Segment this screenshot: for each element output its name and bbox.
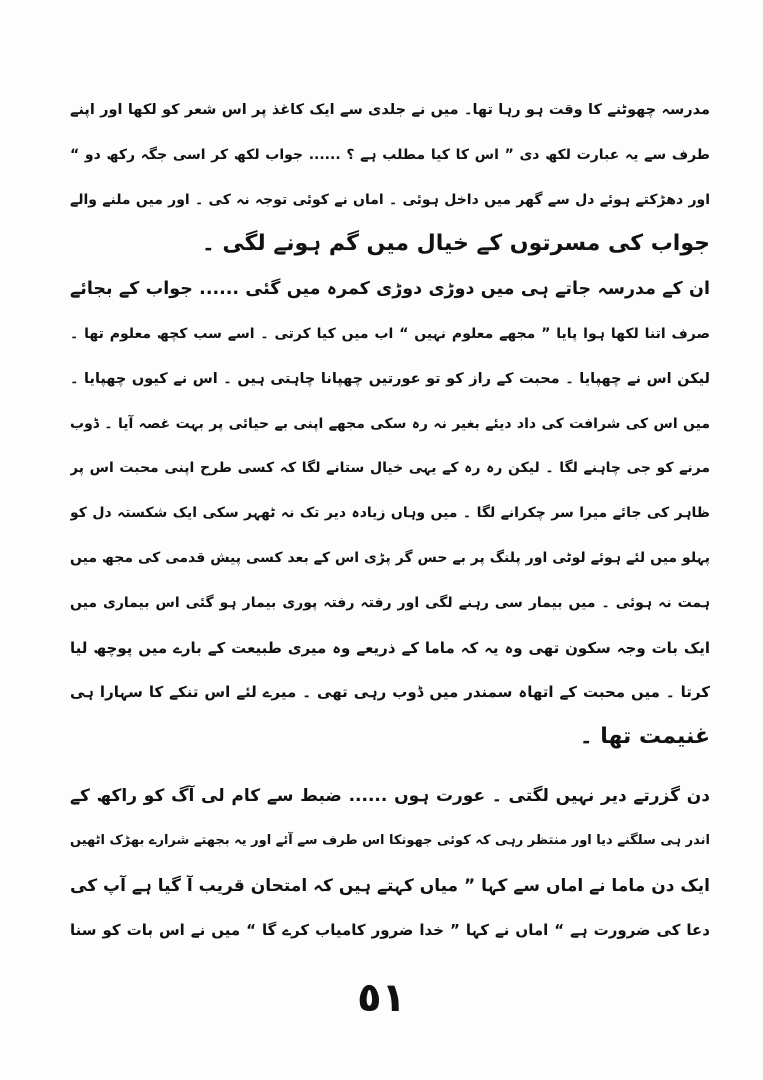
- text-line: ظاہر کی جائے میرا سر چکرانے لگا ۔ میں وہاں زیادہ دیر تک نہ ٹھہر سکی ایک شکستہ دل کو: [70, 505, 710, 522]
- text-line: لیکن اس نے چھپایا ۔ محبت کے راز کو تو عورتیں چھپانا چاہتی ہیں ۔ اس نے کیوں چھپایا ۔: [70, 370, 710, 387]
- text-line: کرتا ۔ میں محبت کے اتھاہ سمندر میں ڈوب رہی تھی ۔ میرے لئے اس تنکے کا سہارا ہی: [70, 683, 710, 702]
- paragraph-gap: [70, 760, 710, 774]
- text-line: مدرسہ چھوٹنے کا وقت ہو رہا تھا۔ میں نے جلدی سے ایک کاغذ پر اس شعر کو لکھا اور اپنے: [70, 102, 710, 118]
- text-line: دعا کی ضرورت ہے “ اماں نے کہا ” خدا ضرور کامیاب کرے گا “ میں نے اس بات کو سنا: [70, 921, 710, 940]
- text-line: مرنے کو جی چاہنے لگا ۔ لیکن رہ رہ کے یہی خیال ستانے لگا کہ کسی طرح اپنی محبت اس پر: [70, 460, 710, 477]
- text-line: غنیمت تھا ۔: [579, 724, 710, 750]
- text-line: طرف سے یہ عبارت لکھ دی ” اس کا کیا مطلب ہے ؟ ...... جواب لکھ کر اسی جگہ رکھ دو “: [70, 146, 710, 163]
- text-line: میں اس کی شرافت کی داد دیئے بغیر نہ رہ سکی مجھے اپنی بے حیائی پر بہت غصہ آیا ۔ ڈوب: [70, 415, 710, 432]
- text-line: جواب کی مسرتوں کے خیال میں گم ہونے لگی ۔: [201, 231, 710, 257]
- text-line: ایک دن ماما نے اماں سے کہا ” میاں کہتے ہیں کہ امتحان قریب آ گیا ہے آپ کی: [70, 875, 710, 896]
- text-line: ایک بات وجہ سکون تھی وہ یہ کہ ماما کے ذریعے وہ میری طبیعت کے بارے میں پوچھ لیا: [70, 638, 710, 657]
- text-line: اور دھڑکتے ہوئے دل سے گھر میں داخل ہوئی ۔ اماں نے کوئی توجہ نہ کی ۔ اور میں ملنے والے: [70, 191, 710, 208]
- text-line: اندر ہی سلگنے دیا اور منتظر رہی کہ کوئی جھونکا اس طرف سے آئے اور یہ بجھتے شرارے بھڑک اٹھیں: [70, 832, 710, 848]
- text-line: پہلو میں لئے ہوئے لوٹی اور پلنگ پر بے حس گر پڑی اس کے بعد کسی پیش قدمی کی مجھ میں: [70, 549, 710, 566]
- page-number: ٥١: [357, 975, 406, 1021]
- text-line: ہمت نہ ہوئی ۔ میں بیمار سی رہنے لگی اور رفتہ رفتہ پوری بیمار ہو گئی اس بیماری میں: [70, 594, 710, 611]
- text-line: صرف اتنا لکھا ہوا پایا ” مجھے معلوم نہیں “ اب میں کیا کرتی ۔ اسے سب کچھ معلوم تھا ۔: [70, 325, 710, 342]
- text-line: دن گزرتے دیر نہیں لگتی ۔ عورت ہوں ...... ضبط سے کام لی آگ کو راکھ کے: [70, 785, 710, 806]
- body-text: [70, 88, 710, 953]
- text-line: ان کے مدرسہ جاتے ہی میں دوڑی دوڑی کمرہ میں گئی ...... جواب کے بجائے: [70, 279, 710, 300]
